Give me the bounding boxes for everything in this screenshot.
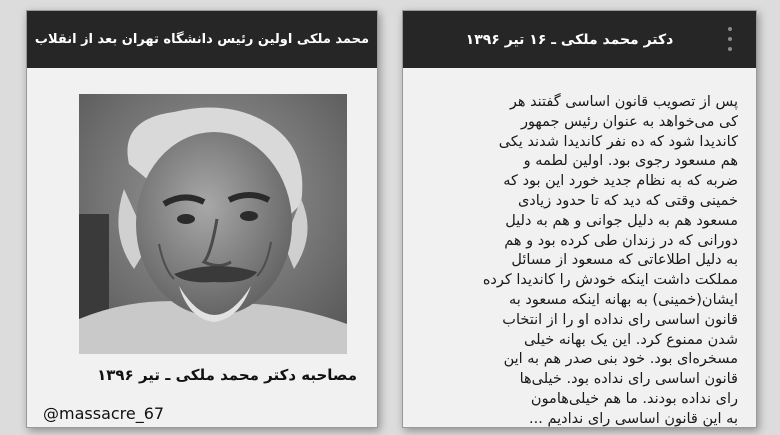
quote-line: مسخره‌ای بود. خود بنی صدر هم به این — [503, 351, 738, 368]
quote-line: دورانی که در زندان طی کرده بود و هم — [504, 232, 738, 249]
right-card — [402, 10, 757, 428]
portrait-illustration — [79, 94, 347, 354]
quote-line: به دلیل اطلاعاتی که مسعود از مسائل — [511, 252, 738, 269]
quote-line: شدن ممنوع کرد. این یک بهانه خیلی — [524, 331, 738, 348]
quote-line: پس از تصویب قانون اساسی گفتند هر — [509, 94, 738, 110]
left-card-header — [27, 11, 377, 68]
quote-line: خمینی وقتی که دید که تا حدود زیادی — [517, 192, 738, 209]
quote-line: ضربه که به نظام جدید خورد این بود که — [503, 173, 738, 190]
right-card-header — [403, 11, 756, 68]
social-handle: @massacre_67 — [43, 404, 165, 423]
quote-line: قانون اساسی رای نداده او را از انتخاب — [502, 311, 738, 328]
left-card — [26, 10, 378, 428]
portrait-photo — [79, 94, 347, 354]
quote-line: رای نداده بودند. ما هم خیلی‌هامون — [530, 390, 738, 407]
quote-line: به این قانون اساسی رای ندادیم ... — [529, 410, 738, 427]
right-card-title: دکتر محمد ملکی ـ ۱۶ تیر ۱۳۹۶ — [465, 31, 674, 48]
quote-line: ایشان(خمینی) به بهانه اینکه مسعود به — [508, 291, 738, 308]
quote-text — [423, 93, 738, 428]
quote-line: کاندیدا شود که ده نفر کاندیدا شدند یکی — [498, 133, 738, 150]
quote-line: هم مسعود رجوی بود. اولین لطمه و — [523, 153, 738, 170]
quote-line: مملکت داشت اینکه خودش را کاندیدا کرده — [482, 272, 738, 289]
photo-caption: مصاحبه دکتر محمد ملکی ـ تیر ۱۳۹۶ — [97, 366, 357, 384]
quote-line: کی می‌خواهد به عنوان رئیس جمهور — [520, 113, 738, 130]
left-card-title: محمد ملکی اولین رئیس دانشگاه تهران بعد از انقلاب — [34, 32, 370, 47]
quote-line: قانون اساسی رای نداده بود. خیلی‌ها — [519, 371, 738, 388]
more-dots-icon — [728, 27, 732, 51]
quote-line: مسعود هم به دلیل جوانی و هم به دلیل — [505, 212, 738, 229]
